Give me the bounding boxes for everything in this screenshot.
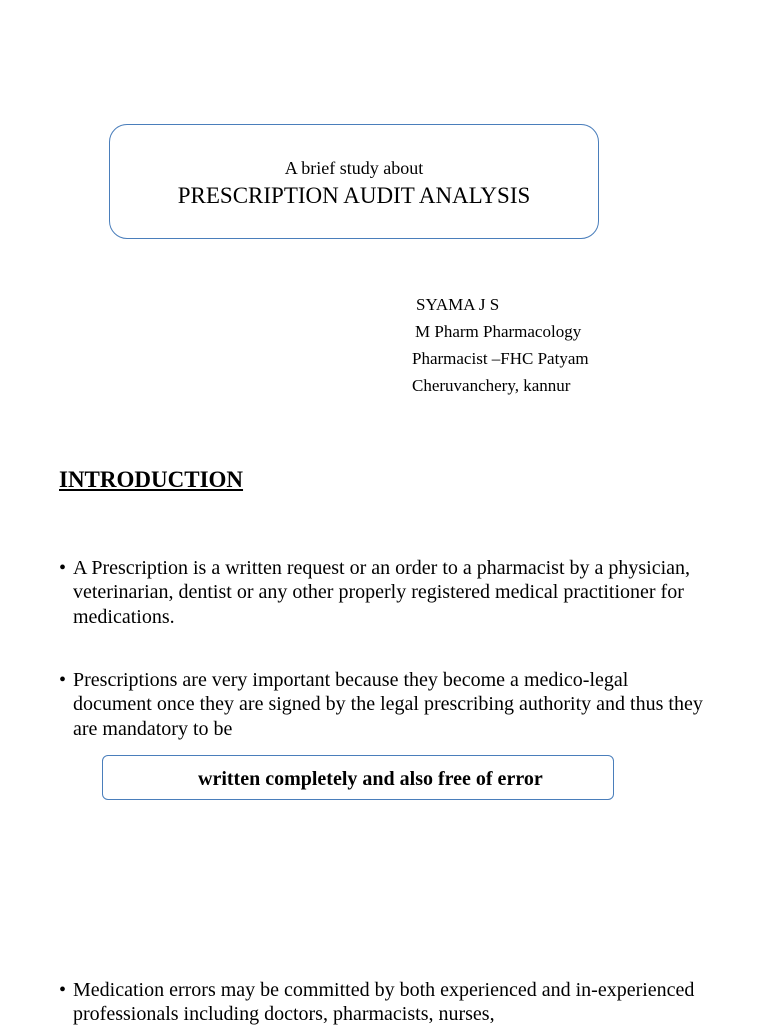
highlight-box (102, 755, 614, 800)
title-box (109, 124, 599, 239)
author-degree: M Pharm Pharmacology (415, 322, 582, 341)
title-subtitle: A brief study about (284, 158, 424, 178)
author-position: Pharmacist –FHC Patyam (412, 349, 589, 368)
bullet-item (59, 668, 709, 741)
bullet-icon: • (59, 557, 67, 579)
bullet-item (59, 978, 709, 1027)
document-title: PRESCRIPTION AUDIT ANALYSIS (177, 183, 531, 208)
bullet-item (59, 556, 709, 629)
section-heading-introduction: INTRODUCTION (59, 467, 244, 492)
highlight-text: written completely and also free of error (198, 768, 543, 790)
author-name: SYAMA J S (416, 295, 500, 314)
bullet-text: A Prescription is a written request or an order to a pharmacist by a physician, veterinarian, dentist or any other properly registered medical practitioner for medications. (73, 557, 691, 628)
author-location: Cheruvanchery, kannur (412, 376, 571, 395)
bullet-text: Prescriptions are very important because they become a medico-legal document once they are signed by the legal prescribing authority and thus they are mandatory to be (73, 669, 703, 740)
bullet-icon: • (59, 669, 67, 691)
bullet-text: Medication errors may be committed by both experienced and in-experienced professionals including doctors, pharmacists, nurses, (73, 979, 695, 1026)
bullet-icon: • (59, 979, 67, 1001)
